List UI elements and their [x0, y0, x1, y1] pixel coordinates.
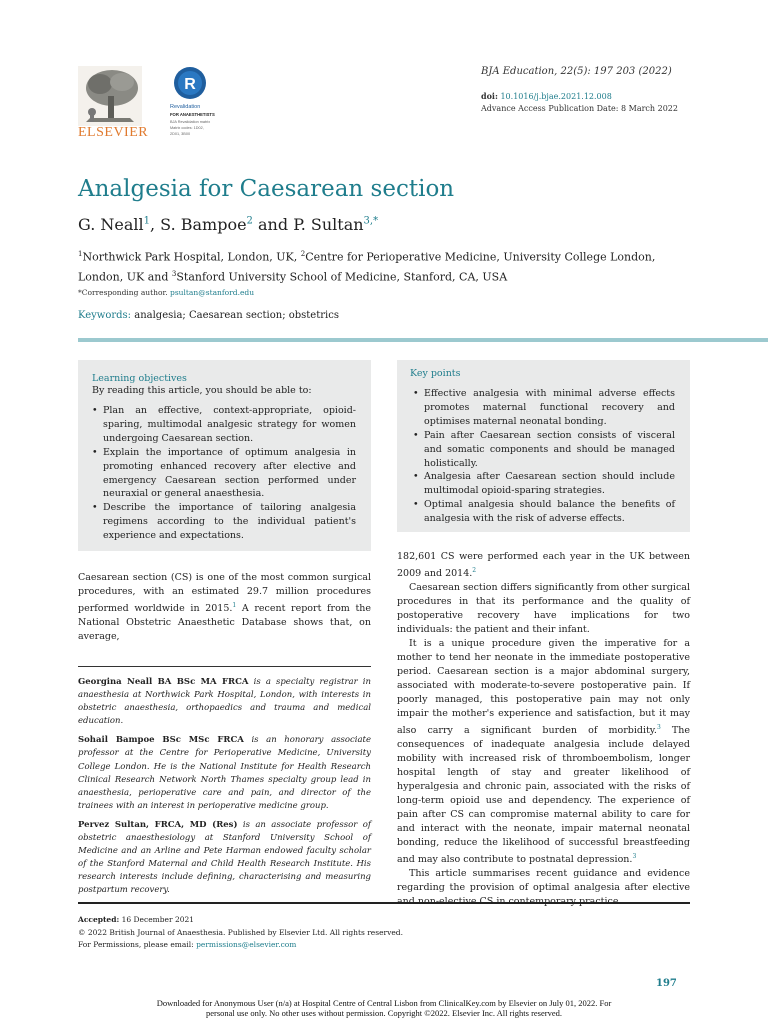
list-item: • Describe the importance of tailoring analgesia regimens according to the individual patient's experience and expectations.: [92, 501, 356, 543]
revalidation-logo: [168, 66, 218, 142]
author-name: P. Sultan: [293, 215, 364, 234]
author-bio: Georgina Neall BA BSc MA FRCA is a specialty registrar in anaesthesia at Northwick Park Hospital, London, with interests in obstetric anaesthesia, orthopaedics and trauma and medical education.: [78, 677, 371, 727]
author-name: S. Bampoe: [160, 215, 247, 234]
revalidation-logo-small-1: BJA Revalidation matrix: [170, 120, 211, 124]
elsevier-tree-logo: [78, 66, 142, 126]
body-paragraph: Caesarean section differs significantly from other surgical procedures in that its performance and the quality of postoperative recovery have implications for two individuals: the patient and their infant.: [397, 582, 690, 636]
publication-date: Advance Access Publication Date: 8 March 2022: [481, 104, 678, 113]
citation-link[interactable]: 1: [232, 602, 237, 609]
learning-objectives-box: [78, 360, 371, 551]
author-affil-ref[interactable]: 2: [246, 215, 253, 227]
doi-link[interactable]: 10.1016/j.bjae.2021.12.008: [500, 92, 612, 101]
author-bio: Pervez Sultan, FRCA, MD (Res) is an associate professor of obstetric anaesthesiology at Stanford University School of Medicine and an Arline and Pete Harman endowed faculty scholar of the Stanford Maternal and Child Health Research Institute. His research interests include defining, characterising and measuring postpartum recovery.: [78, 819, 371, 896]
author-bio: Sohail Bampoe BSc MSc FRCA is an honorary associate professor at the Centre for Perioperative Medicine, University College London. He is the National Institute for Health Research Clinical Research Network North Thames specialty group lead in anaesthesia, perioperative care and pain, and director of the trainees with an interest in perioperative medicine group.: [78, 735, 371, 811]
corresponding-author: [78, 288, 254, 297]
author-bios: [78, 676, 371, 904]
copyright-line: © 2022 British Journal of Anaesthesia. Published by Elsevier Ltd. All rights reserved.: [78, 927, 403, 937]
doi-label: doi:: [481, 91, 498, 101]
key-points-title: Key points: [410, 368, 461, 379]
body-paragraph: Caesarean section (CS) is one of the most common surgical procedures, with an estimated 29.7 million procedures performed worldwide in 2015.$^1$ A recent report from the National Obstetric Anaesthetic Database shows that, on average,: [78, 572, 372, 643]
body-paragraph: 182,601 CS were performed each year in the UK between 2009 and 2014.$^2$: [397, 551, 690, 580]
keywords-list: analgesia; Caesarean section; obstetrics: [134, 310, 339, 321]
affiliations: $^1$Northwick Park Hospital, London, UK, $^2$Centre for Perioperative Medicine, University College London, London, UK and $^3$Stanford University School of Medicine, Stanford, CA, USA: [78, 250, 656, 284]
list-item: • Explain the importance of optimum analgesia in promoting enhanced recovery after elective and emergency Caesarean section performed under neuraxial or general anaesthesia.: [92, 446, 356, 502]
page-number: 197: [656, 978, 677, 989]
body-right-column: [397, 550, 690, 909]
author-affil-ref[interactable]: 1: [143, 215, 150, 227]
download-notice: Downloaded for Anonymous User (n/a) at Hospital Centre of Central Lisbon from ClinicalKey.com by Elsevier on July 01, 2022. For personal use only. No other uses without permission. Copyright ©2022. Elsevier Inc. All rights reserved.: [156, 998, 612, 1018]
learning-objectives-list: [92, 404, 356, 543]
revalidation-logo-letter: R: [184, 76, 196, 93]
body-paragraph: This article summarises recent guidance and evidence regarding the provision of optimal analgesia after elective: [397, 868, 690, 894]
article-footer: [78, 914, 403, 952]
bio-divider: [78, 666, 371, 667]
permissions-line: For Permissions, please email: permissions@elsevier.com: [78, 940, 297, 949]
keywords: [78, 310, 339, 321]
corresponding-label: *Corresponding author.: [78, 288, 168, 297]
body-paragraph: It is a unique procedure given the imperative for a mother to tend her neonate in the immediate postoperative period. Caesarean section is a major abdominal surgery, associated with moderate-to-severe postoperative pain. If poorly managed, this postoperative pain may not only impair the mother's experience and satisfaction, but it may also carry a significant burden of morbidity.$^3$ The consequences of inadequate analgesia include delayed mobility with increased risk of thromboembolism, longer hospital length of stay and greater likelihood of hyperalgesia and chronic pain, associated with the risks of long-term opioid use and dependency. The experience of pain after CS can compromise maternal ability to care for and interact with the neonate, impair maternal neonatal bonding, reduce the likelihood of successful breastfeeding and may also contribute to postnatal depression.$^3$: [397, 638, 690, 866]
citation-link[interactable]: 3: [656, 724, 661, 732]
accepted-line: Accepted: 16 December 2021: [78, 915, 195, 924]
list-item: • Plan an effective, context-appropriate, opioid-sparing, multimodal analgesic strategy for women undergoing Caesarean section.: [92, 404, 356, 446]
key-points-list: [413, 387, 675, 526]
citation-link[interactable]: 3: [632, 853, 637, 861]
corresponding-email-link[interactable]: psultan@stanford.edu: [170, 288, 255, 297]
doi-line: [481, 91, 612, 101]
author-list: [78, 215, 378, 234]
list-item: • Pain after Caesarean section consists of visceral and somatic components and should be managed holistically.: [413, 429, 675, 471]
revalidation-logo-small-3: 2D01, 3B00: [170, 132, 191, 136]
learning-objectives-title: Learning objectives: [92, 373, 187, 384]
key-points-box: [397, 360, 690, 532]
section-divider: [78, 338, 768, 342]
journal-reference: BJA Education, 22(5): 197 203 (2022): [481, 66, 672, 77]
list-item: • Optimal analgesia should balance the benefits of analgesia with the risk of adverse effects.: [413, 498, 675, 526]
citation-link[interactable]: 2: [472, 567, 477, 574]
author-name: G. Neall: [78, 215, 144, 234]
revalidation-logo-sub: FOR ANAESTHETISTS: [170, 112, 215, 117]
revalidation-logo-name: Revalidation: [170, 104, 201, 110]
author-separator: ,: [150, 215, 161, 234]
author-affil-ref[interactable]: 3,*: [363, 215, 379, 227]
list-item: • Analgesia after Caesarean section should include multimodal opioid-sparing strategies.: [413, 470, 675, 498]
elsevier-wordmark: ELSEVIER: [78, 125, 149, 140]
permissions-email-link[interactable]: permissions@elsevier.com: [196, 940, 297, 949]
author-separator: and: [252, 215, 294, 234]
keywords-label: Keywords:: [78, 310, 132, 321]
list-item: • Effective analgesia with minimal adverse effects promotes maternal functional recovery and optimises maternal neonatal bonding.: [413, 387, 675, 429]
article-title: Analgesia for Caesarean section: [78, 176, 455, 202]
learning-objectives-intro: By reading this article, you should be able to:: [92, 385, 312, 396]
footer-divider: [78, 902, 690, 904]
revalidation-logo-small-2: Matrix codes: 1D02,: [170, 126, 204, 130]
